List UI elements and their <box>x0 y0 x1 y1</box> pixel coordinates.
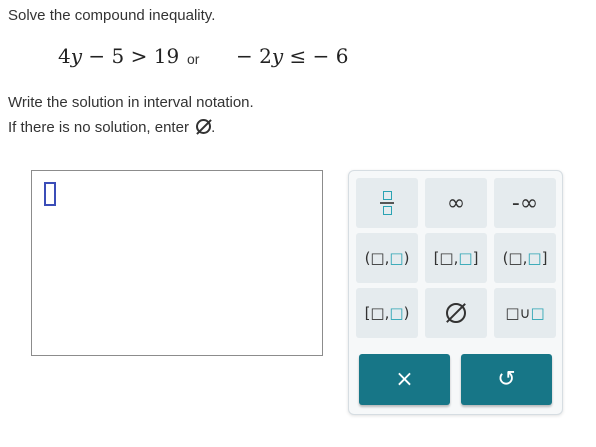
infinity-button[interactable] <box>425 178 487 228</box>
ineq1-rest: − 5 > 19 <box>82 44 180 68</box>
undo-button[interactable] <box>461 354 552 405</box>
closed-closed-interval-icon: [□,□] <box>433 249 479 267</box>
instruction-notation: Write the solution in interval notation. <box>8 94 254 111</box>
empty-set-icon <box>196 119 211 134</box>
no-solution-text: If there is no solution, enter <box>8 119 189 136</box>
ineq2-variable: y <box>271 44 284 68</box>
empty-set-button[interactable] <box>425 288 487 338</box>
answer-input[interactable] <box>31 170 323 356</box>
input-cursor <box>44 182 56 206</box>
inequality-2 <box>236 44 348 68</box>
period: . <box>211 119 216 136</box>
fraction-button[interactable] <box>356 178 418 228</box>
ineq2-coef: − 2 <box>236 44 272 68</box>
fraction-icon <box>380 191 394 215</box>
close-icon: × <box>395 367 414 392</box>
open-open-interval-icon: (□,□) <box>364 249 410 267</box>
ineq1-variable: y <box>70 44 83 68</box>
closed-open-interval-icon: [□,□) <box>364 304 410 322</box>
clear-button[interactable] <box>359 354 450 405</box>
math-keypad <box>348 170 563 415</box>
union-icon: □∪□ <box>505 304 545 322</box>
union-button[interactable] <box>494 288 556 338</box>
inequality-1 <box>58 44 179 68</box>
empty-set-icon <box>446 303 466 323</box>
or-connector: or <box>187 51 200 67</box>
open-closed-interval-icon: (□,□] <box>502 249 548 267</box>
negative-infinity-button[interactable] <box>494 178 556 228</box>
ineq2-rest: ≤ − 6 <box>283 44 349 68</box>
undo-icon: ↺ <box>497 367 516 392</box>
open-open-interval-button[interactable] <box>356 233 418 283</box>
closed-open-interval-button[interactable] <box>356 288 418 338</box>
negative-infinity-icon: -∞ <box>511 190 539 216</box>
infinity-icon: ∞ <box>446 190 466 216</box>
open-closed-interval-button[interactable] <box>494 233 556 283</box>
instruction-solve: Solve the compound inequality. <box>8 7 216 24</box>
closed-closed-interval-button[interactable] <box>425 233 487 283</box>
ineq1-coef: 4 <box>58 44 71 68</box>
instruction-no-solution <box>8 119 215 136</box>
